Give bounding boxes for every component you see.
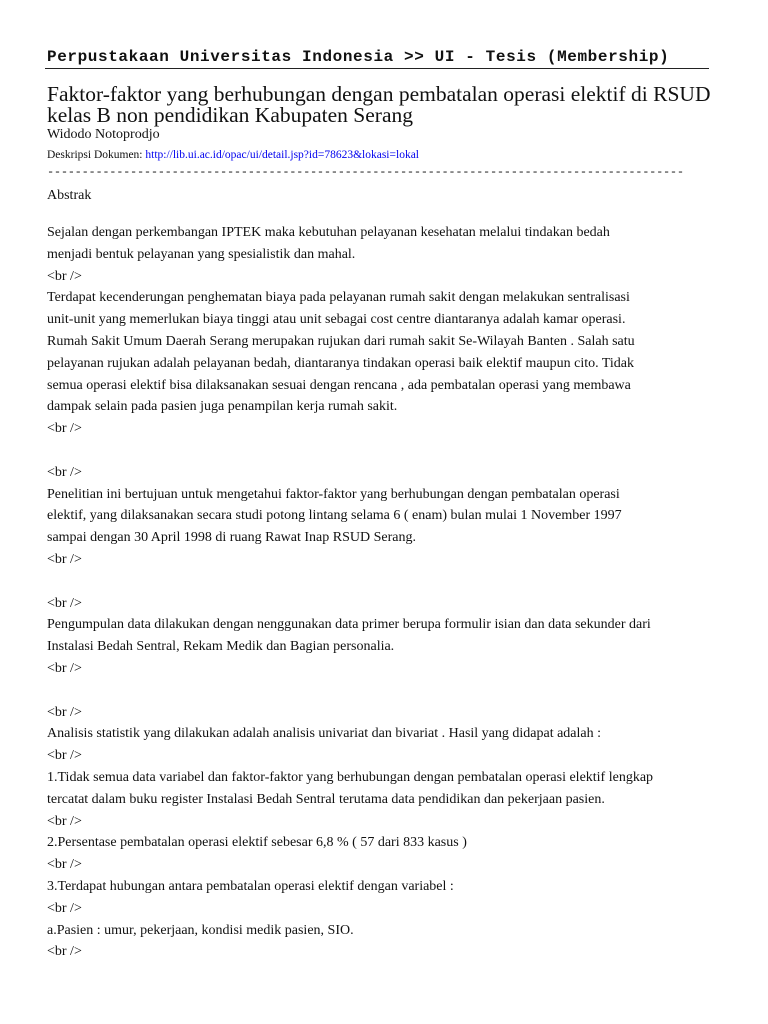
abstract-line: Terdapat kecenderungan penghematan biaya pada pelayanan rumah sakit dengan melakukan sentralisasi <box>47 290 630 306</box>
abstract-line: 3.Terdapat hubungan antara pembatalan operasi elektif dengan variabel : <box>47 878 454 894</box>
abstract-line: <br /> <box>47 464 82 480</box>
abstract-line: unit-unit yang memerlukan biaya tinggi atau unit sebagai cost centre diantaranya adalah kamar operasi. <box>47 312 626 328</box>
abstract-line: 2.Persentase pembatalan operasi elektif sebesar 6,8 % ( 57 dari 833 kasus ) <box>47 835 467 851</box>
abstract-line: <br /> <box>47 704 82 720</box>
abstract-line: 1.Tidak semua data variabel dan faktor-faktor yang berhubungan dengan pembatalan operasi elektif lengkap <box>47 769 654 785</box>
dashed-separator: -------------------------------------------------------------------------------------------- <box>47 165 684 179</box>
abstract-line: tercatat dalam buku register Instalasi Bedah Sentral terutama data pendidikan dan pekerjaan pasien. <box>47 791 605 807</box>
description-label: Deskripsi Dokumen: <box>47 149 143 161</box>
abstract-line: <br /> <box>47 421 82 437</box>
abstract-line: semua operasi elektif bisa dilaksanakan sesuai dengan rencana , ada pembatalan operasi yang membawa <box>47 377 631 393</box>
abstract-line: Sejalan dengan perkembangan IPTEK maka kebutuhan pelayanan kesehatan melalui tindakan bedah <box>47 225 610 240</box>
abstract-body <box>47 222 737 963</box>
abstract-line: Pengumpulan data dilakukan dengan nenggunakan data primer berupa formulir isian dan data sekunder dari <box>47 617 651 633</box>
blank-line <box>47 680 737 702</box>
abstract-line: <br /> <box>47 857 82 873</box>
abstract-line: <br /> <box>47 268 82 284</box>
abstract-line: elektif, yang dilaksanakan secara studi potong lintang selama 6 ( enam) bulan mulai 1 November 1997 <box>47 508 622 524</box>
author-name: Widodo Notoprodjo <box>47 127 160 142</box>
abstract-line: <br /> <box>47 660 82 676</box>
abstract-line: Rumah Sakit Umum Daerah Serang merupakan rujukan dari rumah sakit Se-Wilayah Banten . Salah satu <box>47 333 635 349</box>
abstract-line: Penelitian ini bertujuan untuk mengetahui faktor-faktor yang berhubungan dengan pembatalan operasi <box>47 486 620 502</box>
blank-line <box>47 440 737 462</box>
abstract-line: pelayanan rujukan adalah pelayanan bedah, diantaranya tindakan operasi baik elektif maupun cito. Tidak <box>47 355 635 371</box>
abstract-line: <br /> <box>47 944 82 960</box>
abstract-line: a.Pasien : umur, pekerjaan, kondisi medik pasien, SIO. <box>47 922 354 938</box>
abstract-line: sampai dengan 30 April 1998 di ruang Rawat Inap RSUD Serang. <box>47 530 416 546</box>
header-divider <box>45 68 709 69</box>
abstract-line: <br /> <box>47 748 82 764</box>
abstract-line: Analisis statistik yang dilakukan adalah analisis univariat dan bivariat . Hasil yang didapat adalah : <box>47 726 602 742</box>
breadcrumb-header: Perpustakaan Universitas Indonesia >> UI - Tesis (Membership) <box>47 48 670 66</box>
abstract-line: <br /> <box>47 551 82 567</box>
abstract-line: dampak selain pada pasien juga penampilan kerja rumah sakit. <box>47 399 398 415</box>
abstract-line: Instalasi Bedah Sentral, Rekam Medik dan Bagian personalia. <box>47 639 395 655</box>
abstract-heading: Abstrak <box>47 188 92 203</box>
blank-line <box>47 571 737 593</box>
abstract-line: <br /> <box>47 900 82 916</box>
description-line <box>47 149 419 161</box>
description-link[interactable]: http://lib.ui.ac.id/opac/ui/detail.jsp?id=78623&lokasi=lokal <box>145 149 419 161</box>
abstract-line: <br /> <box>47 595 82 611</box>
abstract-line: <br /> <box>47 813 82 829</box>
abstract-line: menjadi bentuk pelayanan yang spesialistik dan mahal. <box>47 246 356 262</box>
document-title: Faktor-faktor yang berhubungan dengan pembatalan operasi elektif di RSUD kelas B non pendidikan Kabupaten Serang <box>47 82 711 127</box>
